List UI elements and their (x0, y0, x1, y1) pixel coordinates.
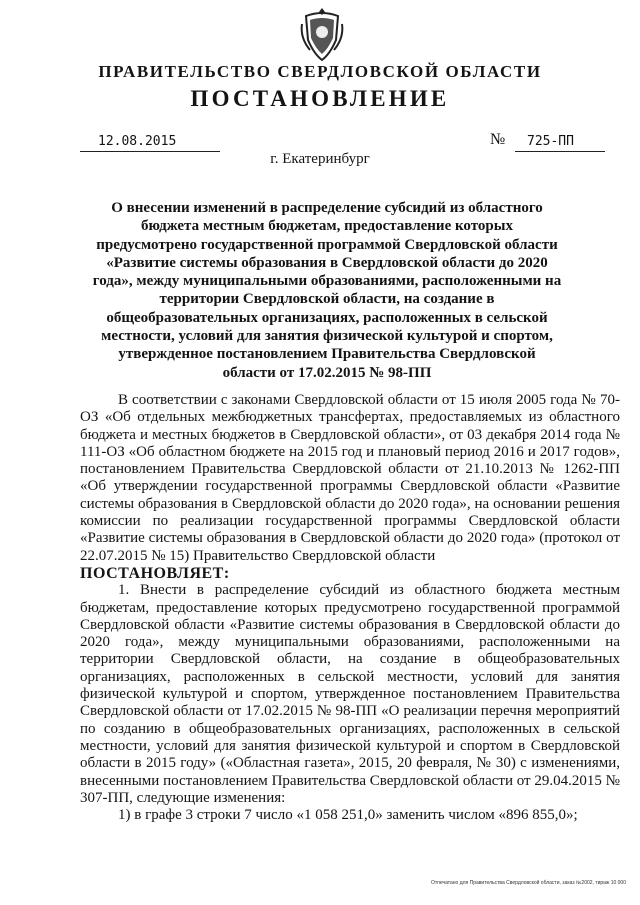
item-1-paragraph: 1. Внести в распределение субсидий из областного бюджета местным бюджетам, предоставление которых предусмотрено государственной программой Свердловской области «Развитие системы образования в Свердловской области до 2020 года», между муниципальными образованиями, расположенными на территории Свердловской области, на создание в общеобразовательных организациях, расположенных в сельской местности, условий для занятия физической культурой и спортом, утвержденное постановлением Правительства Свердловской области от 17.02.2015 № 98-ПП «О реализации перечня мероприятий по созданию в общеобразовательных организациях, расположенных в сельской местности, условий для занятия физической культурой и спортом в Свердловской области в 2015 году» («Областная газета», 2015, 20 февраля, № 30) с изменениями, внесенными постановлением Правительства Свердловской области от 29.04.2015 № 307-ПП, следующие изменения: (80, 582, 620, 806)
document-number: 725-ПП (515, 134, 605, 152)
document-title: О внесении изменений в распределение субсидий из областного бюджета местным бюджетам, предоставление которых предусмотрено государственной программой Свердловской области «Развитие системы образования в Свердловской области до 2020 года», между муниципальными образованиями, расположенными на территории Свердловской области, на создание в общеобразовательных организациях, расположенных в сельской местности, условий для занятия физической культурой и спортом, утвержденное постановлением Правительства Свердловской области от 17.02.2015 № 98-ПП (92, 200, 562, 381)
government-name: ПРАВИТЕЛЬСТВО СВЕРДЛОВСКОЙ ОБЛАСТИ (98, 62, 542, 81)
coat-of-arms-icon (300, 6, 344, 62)
document-type: ПОСТАНОВЛЕНИЕ (190, 86, 450, 111)
preamble-paragraph: В соответствии с законами Свердловской области от 15 июля 2005 года № 70-ОЗ «Об отдельных межбюджетных трансфертах, предоставляемых из областного бюджета и местных бюджетов в Свердловской области», от 03 декабря 2014 года № 111-ОЗ «Об областном бюджете на 2015 год и плановый период 2016 и 2017 годов», постановлением Правительства Свердловской области от 21.10.2013 № 1262-ПП «Об утверждении государственной программы Свердловской области «Развитие системы образования в Свердловской области до 2020 года», на основании решения комиссии по реализации государственной программы Свердловской области «Развитие системы образования в Свердловской области до 2020 года» (протокол от 22.07.2015 № 15) Правительство Свердловской области (80, 392, 620, 564)
number-sign: № (490, 131, 506, 148)
city: г. Екатеринбург (270, 151, 370, 167)
print-footer: Отпечатано для Правительства Свердловской области, заказ №2002, тираж 10 000 (430, 880, 626, 886)
subitem-1-paragraph: 1) в графе 3 строки 7 число «1 058 251,0» заменить числом «896 855,0»; (118, 807, 578, 824)
document-body (80, 392, 620, 824)
document-date: 12.08.2015 (80, 134, 220, 152)
decree-heading: ПОСТАНОВЛЯЕТ: (80, 564, 230, 582)
